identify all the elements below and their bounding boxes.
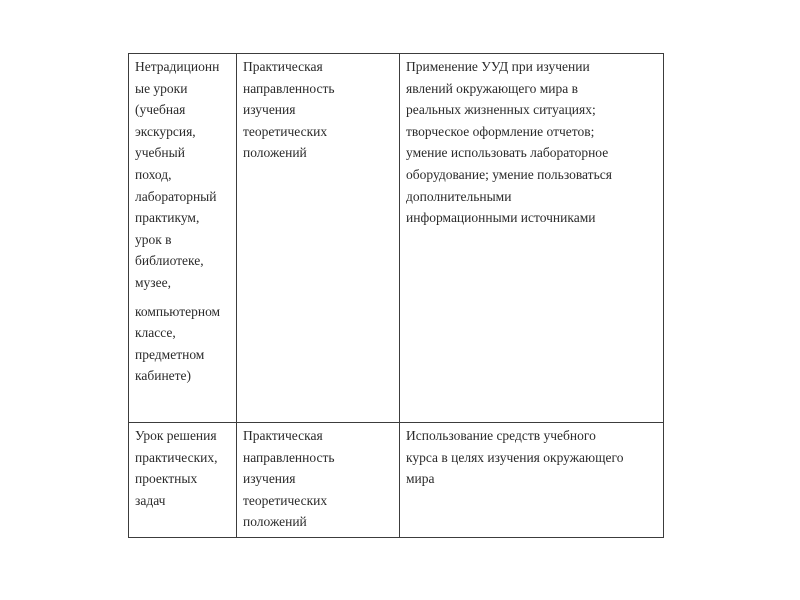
cell-text-line: ые уроки	[135, 80, 188, 96]
cell-text-line: учебный	[135, 145, 185, 161]
cell-text-line: умение использовать лабораторное	[406, 145, 609, 161]
cell-text-line: кабинете)	[135, 368, 192, 384]
cell-text-line: направленность	[243, 449, 335, 465]
cell-text-line: практикум,	[135, 210, 200, 226]
cell-text-line: положений	[243, 514, 307, 530]
cell-text-line: Практическая	[243, 428, 323, 443]
cell-text-line: оборудование; умение пользоваться	[406, 166, 612, 182]
cell-text-line: Применение УУД при изучении	[406, 59, 590, 74]
cell-text-line: музее,	[135, 274, 171, 290]
cell-text-line: проектных	[135, 471, 198, 487]
orientation-cell	[237, 54, 400, 423]
cell-text-line: информационными источниками	[406, 210, 596, 226]
cell-text-line: Практическая	[243, 59, 323, 74]
cell-text-line: положений	[243, 145, 307, 161]
application-cell	[400, 54, 664, 423]
lesson-type-cell	[129, 54, 237, 423]
cell-text-line: теоретических	[243, 123, 328, 139]
cell-text-line: Использование средств учебного	[406, 428, 596, 443]
cell-text-line: библиотеке,	[135, 253, 204, 269]
paragraph-gap	[135, 294, 231, 301]
cell-text-line: компьютерном	[135, 303, 221, 319]
cell-text-line: теоретических	[243, 492, 328, 508]
cell-text-line: творческое оформление отчетов;	[406, 123, 595, 139]
cell-text-line: задач	[135, 492, 166, 508]
lesson-types-table	[128, 53, 664, 538]
cell-text-line: лабораторный	[135, 188, 217, 204]
cell-text-line: (учебная	[135, 102, 186, 118]
cell-text-line: курса в целях изучения окружающего	[406, 449, 624, 465]
cell-text-line: урок в	[135, 231, 172, 247]
cell-text-line: экскурсия,	[135, 123, 196, 139]
table-row	[129, 54, 664, 423]
cell-text-line: предметном	[135, 346, 205, 362]
cell-text-line: Урок решения	[135, 428, 217, 443]
cell-text-line: практических,	[135, 449, 218, 465]
table-row	[129, 423, 664, 538]
cell-text-line: классе,	[135, 325, 176, 341]
cell-text-line: изучения	[243, 471, 296, 487]
cell-text-line: Нетрадиционн	[135, 59, 220, 74]
cell-text-line: направленность	[243, 80, 335, 96]
application-cell	[400, 423, 664, 538]
cell-text-line: поход,	[135, 166, 172, 182]
lesson-type-cell	[129, 423, 237, 538]
cell-text-line: дополнительными	[406, 188, 512, 204]
orientation-cell	[237, 423, 400, 538]
cell-text-line: изучения	[243, 102, 296, 118]
cell-text-line: мира	[406, 471, 435, 487]
cell-text-line: реальных жизненных ситуациях;	[406, 102, 596, 118]
cell-text-line: явлений окружающего мира в	[406, 80, 579, 96]
